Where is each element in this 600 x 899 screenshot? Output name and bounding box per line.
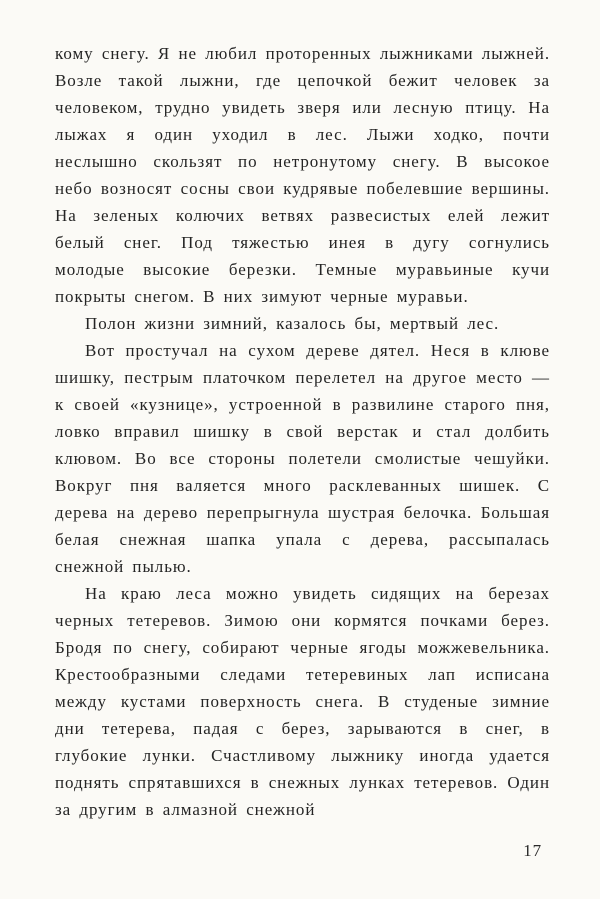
paragraph: Вот простучал на сухом дереве дятел. Неся в клюве шишку, пестрым платочком перелетел на другое место — к своей «кузнице», устроенной в развилине старого пня, ловко вправил шишку в свой верстак и стал долбить клювом. Во все стороны полетели смолистые чешуйки. Вокруг пня валяется много расклеванных шишек. С дерева на дерево перепрыгнула шустрая белочка. Большая белая снежная шапка упала с дерева, рассыпалась снежной пылью.	[55, 341, 550, 576]
page-number: 17	[523, 841, 542, 860]
paragraph: На краю леса можно увидеть сидящих на березах черных тетеревов. Зимою они кормятся почками берез. Бродя по снегу, собирают черные ягоды можжевельника. Крестообразными следами тетеревиных лап исписана между кустами поверхность снега. В студеные зимние дни тетерева, падая с берез, зарываются в снег, в глубокие лунки. Счастливому лыжнику иногда удается поднять спрятавшихся в снежных лунках тетеревов. Один за другим в алмазной снежной	[55, 584, 550, 819]
text-column	[55, 40, 550, 823]
paragraph-continuation: кому снегу. Я не любил проторенных лыжниками лыжней. Возле такой лыжни, где цепочкой бежит человек за человеком, трудно увидеть зверя или лесную птицу. На лыжах я один уходил в лес. Лыжи ходко, почти неслышно скользят по нетронутому снегу. В высокое небо возносят сосны свои кудрявые побелевшие вершины. На зеленых колючих ветвях развесистых елей лежит белый снег. Под тяжестью инея в дугу согнулись молодые высокие березки. Темные муравьиные кучи покрыты снегом. В них зимуют черные муравьи.	[55, 44, 550, 306]
paragraph: Полон жизни зимний, казалось бы, мертвый лес.	[85, 314, 500, 333]
